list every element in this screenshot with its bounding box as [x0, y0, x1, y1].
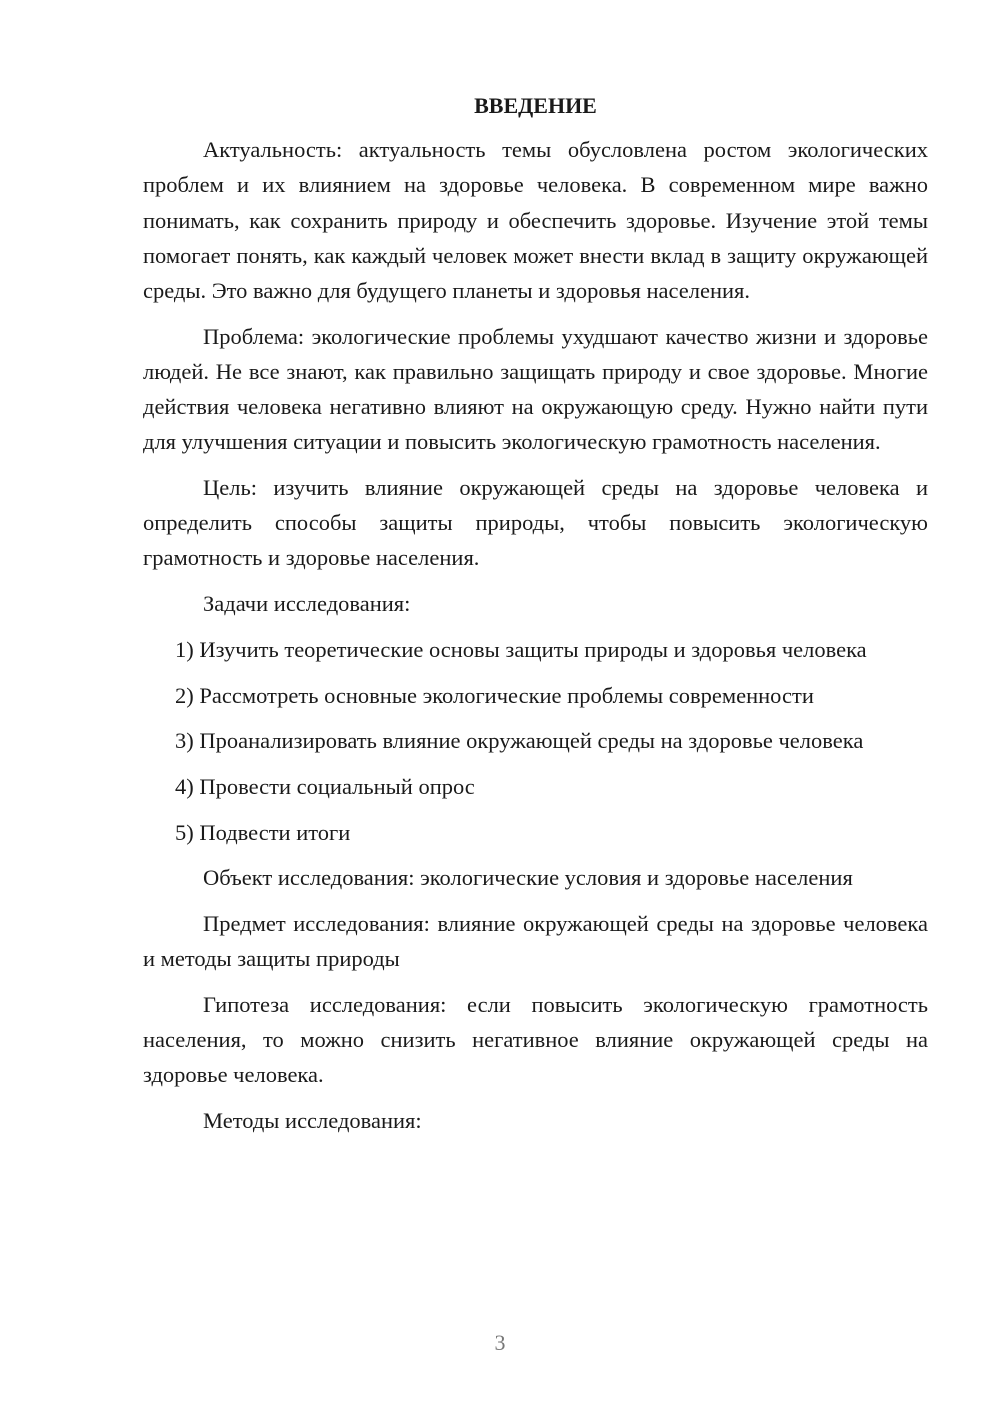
paragraph-object: Объект исследования: экологические условия и здоровье населения: [203, 865, 853, 891]
paragraph-tasks-heading: Задачи исследования:: [203, 591, 411, 617]
paragraph-methods-heading: Методы исследования:: [203, 1108, 422, 1134]
paragraph-goal: Цель: изучить влияние окружающей среды на здоровье человека и определить способы защиты природы, чтобы повысить экологическую грамотность и здоровье населения.: [143, 475, 928, 571]
paragraph-subject: Предмет исследования: влияние окружающей среды на здоровье человека и методы защиты природы: [143, 911, 928, 972]
task-item-2: 2) Рассмотреть основные экологические проблемы современности: [175, 682, 814, 708]
task-item-5: 5) Подвести итоги: [175, 819, 351, 845]
paragraph-problem: Проблема: экологические проблемы ухудшают качество жизни и здоровье людей. Не все знают, как правильно защищать природу и свое здоровье. Многие действия человека негативно влияют на окружающую среду. Нужно найти пути для улучшения ситуации и повысить экологическую грамотность населения.: [143, 323, 928, 455]
task-item-3: 3) Проанализировать влияние окружающей среды на здоровье человека: [175, 728, 864, 754]
paragraph-relevance: Актуальность: актуальность темы обусловлена ростом экологических проблем и их влиянием на здоровье человека. В современном мире важно понимать, как сохранить природу и обеспечить здоровье. Изучение этой темы помогает понять, как каждый человек может внести вклад в защиту окружающей среды. Это важно для будущего планеты и здоровья населения.: [143, 137, 928, 304]
paragraph-hypothesis: Гипотеза исследования: если повысить экологическую грамотность населения, то можно снизить негативное влияние окружающей среды на здоровье человека.: [143, 991, 928, 1088]
document-page: [143, 88, 928, 1149]
section-title: ВВЕДЕНИЕ: [474, 93, 597, 118]
task-item-1: 1) Изучить теоретические основы защиты природы и здоровья человека: [175, 636, 867, 662]
page-number: 3: [494, 1330, 506, 1355]
task-item-4: 4) Провести социальный опрос: [175, 773, 475, 799]
